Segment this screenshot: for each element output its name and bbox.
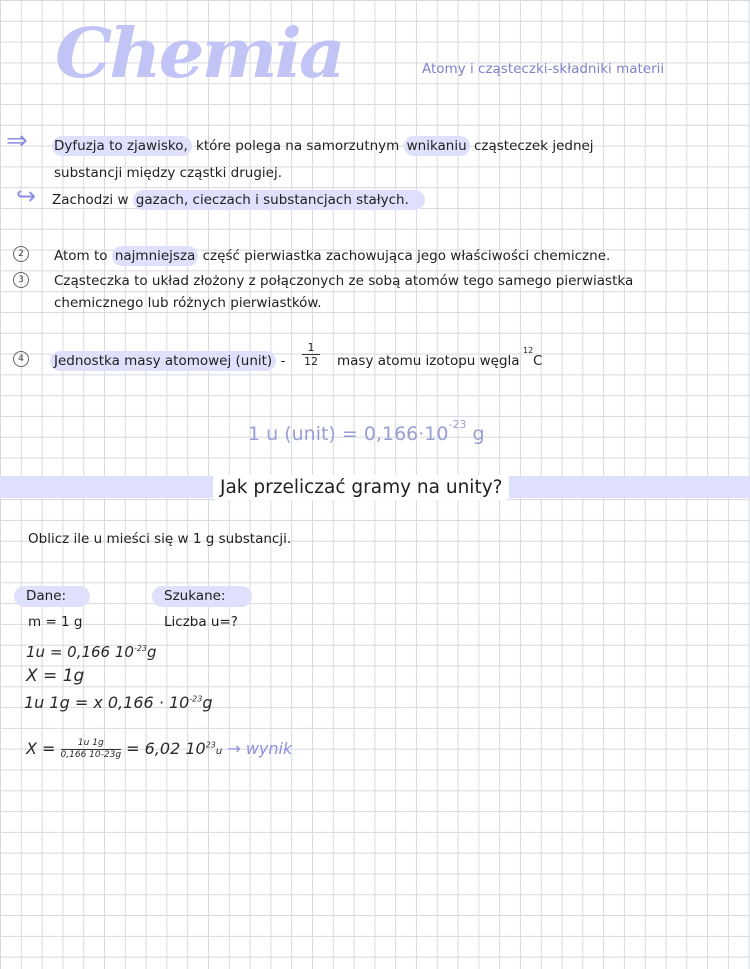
- task-prompt: Oblicz ile u mieści się w 1 g substancji.: [28, 531, 292, 547]
- double-arrow-icon: ⇒: [6, 126, 28, 156]
- sought-value: Liczba u=?: [164, 614, 238, 630]
- fraction-denominator: 12: [304, 355, 318, 368]
- calc-4-numerator: 1u 1g: [61, 738, 122, 750]
- calc-1-text: 1u = 0,166 10: [26, 643, 134, 661]
- number-3-icon: 3: [13, 272, 29, 288]
- diffusion-line-3: [52, 192, 425, 208]
- hook-arrow-icon: ↪: [16, 182, 37, 210]
- diffusion-text-end: cząsteczek jednej: [469, 138, 594, 154]
- amu-rest: masy atomu izotopu węgla: [337, 353, 520, 369]
- calc-3-unit: g: [202, 693, 213, 712]
- amu-term: Jednostka masy atomowej (unit): [50, 351, 276, 371]
- calc-line-3: [24, 693, 213, 712]
- diffusion-line-1: [52, 138, 594, 154]
- calc-3-text: 1u 1g = x 0,166 · 10: [24, 693, 190, 712]
- number-4-icon: 4: [13, 351, 29, 367]
- calc-line-4: [26, 738, 292, 761]
- calc-4-equals: = 6,02 10: [121, 739, 206, 758]
- isotope-mass-number: 12: [523, 346, 534, 355]
- unit-formula: [248, 418, 485, 445]
- atom-text: Atom to: [54, 248, 112, 264]
- calc-line-1: [26, 643, 157, 661]
- calc-line-2: X = 1g: [26, 666, 85, 686]
- calc-3-exp: -23: [189, 694, 203, 704]
- number-2-icon: 2: [13, 246, 29, 262]
- calc-4-denominator: 0,166 10-23g: [60, 750, 122, 760]
- result-label: → wynik: [222, 739, 293, 758]
- atom-definition: [54, 248, 610, 264]
- carbon-symbol: C: [533, 353, 543, 369]
- formula-left: 1 u (unit) = 0,166·10: [248, 423, 449, 445]
- formula-unit: g: [466, 423, 485, 445]
- page-title: Chemia: [55, 12, 343, 93]
- page-subtitle: Atomy i cząsteczki-składniki materii: [422, 61, 665, 77]
- amu-dash: -: [276, 353, 286, 369]
- particle-definition-1: Cząsteczka to układ złożony z połączonych ze sobą atomów tego samego pierwiastka: [54, 273, 634, 289]
- particle-definition-2: chemicznego lub różnych pierwiastków.: [54, 295, 322, 311]
- calc-4-exp: 23: [205, 740, 216, 750]
- sought-label: Szukane:: [152, 586, 252, 607]
- calc-1-exp: -23: [133, 644, 148, 653]
- zachodzi-text: Zachodzi w: [52, 192, 133, 208]
- wnikaniu-term: wnikaniu: [404, 136, 470, 156]
- section-heading: Jak przeliczać gramy na unity?: [213, 475, 509, 500]
- calc-4-fraction: [61, 738, 122, 761]
- given-label: Dane:: [14, 586, 90, 607]
- calc-4-unit: u: [215, 746, 223, 757]
- twelfth-fraction: [302, 341, 320, 368]
- formula-exponent: -23: [448, 418, 467, 431]
- calc-1-unit: g: [147, 643, 157, 661]
- diffusion-term: Dyfuzja to zjawisko,: [52, 136, 192, 156]
- amu-definition: [50, 353, 285, 369]
- atom-text-rest: część pierwiastka zachowująca jego właściwości chemiczne.: [198, 248, 611, 264]
- states-term: gazach, cieczach i substancjach stałych.: [133, 190, 425, 210]
- fraction-numerator: 1: [302, 341, 320, 355]
- diffusion-line-2: substancji między cząstki drugiej.: [54, 165, 282, 181]
- given-mass: m = 1 g: [28, 614, 83, 630]
- diffusion-text: które polega na samorzutnym: [191, 138, 404, 154]
- calc-4-x: X =: [26, 739, 61, 758]
- najmniejsza-term: najmniejsza: [112, 246, 199, 266]
